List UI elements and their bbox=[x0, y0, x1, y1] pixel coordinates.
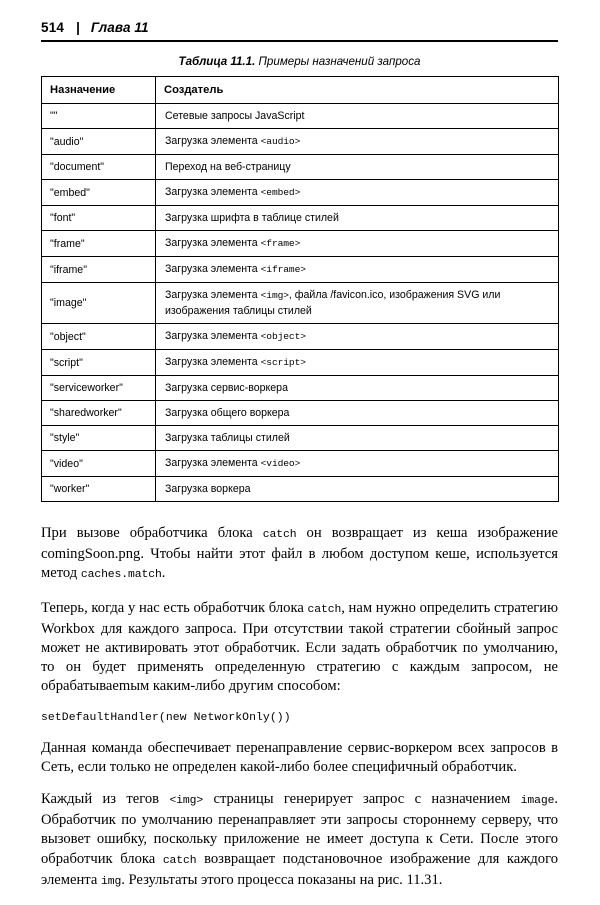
table-row bbox=[42, 104, 559, 129]
cell-creator-code: <audio> bbox=[260, 136, 301, 147]
paragraph-2 bbox=[41, 599, 558, 697]
table-row bbox=[42, 324, 559, 350]
cell-creator-code: <img> bbox=[260, 290, 289, 301]
p3-text-1: Данная команда обеспечивает перенаправление сервис-воркером всех запросов в Сеть, если только не определен какой-либо более специфичный обработчик. bbox=[41, 739, 558, 775]
cell-creator bbox=[156, 231, 559, 257]
cell-creator-text: Загрузка общего воркера bbox=[165, 407, 290, 419]
table-caption bbox=[41, 54, 558, 70]
cell-purpose: "style" bbox=[42, 426, 156, 451]
cell-purpose: "script" bbox=[42, 350, 156, 376]
cell-creator bbox=[156, 426, 559, 451]
table-row bbox=[42, 129, 559, 155]
p4-code-img-tag: <img> bbox=[169, 795, 204, 808]
request-destinations-table-wrapper bbox=[41, 76, 558, 502]
page-number: 514 bbox=[41, 20, 65, 35]
cell-purpose: "serviceworker" bbox=[42, 376, 156, 401]
cell-creator-text: Загрузка элемента bbox=[165, 237, 261, 249]
cell-creator bbox=[156, 180, 559, 206]
p1-text-1: При вызове обработчика блока bbox=[41, 525, 263, 541]
document-page bbox=[41, 0, 559, 888]
cell-creator-text: Загрузка элемента bbox=[165, 263, 261, 275]
p4-code-image: image bbox=[520, 795, 555, 808]
table-row bbox=[42, 257, 559, 283]
table-caption-number: Таблица 11.1. bbox=[178, 55, 256, 68]
cell-creator-text: Загрузка элемента bbox=[165, 330, 261, 342]
p1-text-2: он возвращает из кеша изображение comingSoon.png. Чтобы найти этот файл в любом доступом кеше, используется метод bbox=[41, 525, 558, 582]
paragraph-1 bbox=[41, 524, 558, 586]
cell-creator-text: Переход на веб-страницу bbox=[165, 161, 291, 173]
cell-creator-text: Загрузка элемента bbox=[165, 289, 261, 301]
p4-code-catch: catch bbox=[162, 854, 197, 867]
cell-creator-text: Загрузка воркера bbox=[165, 483, 251, 495]
paragraph-3 bbox=[41, 739, 558, 777]
body-text-block bbox=[41, 524, 558, 905]
cell-purpose: "embed" bbox=[42, 180, 156, 206]
table-row bbox=[42, 350, 559, 376]
cell-creator-text: Загрузка сервис-воркера bbox=[165, 382, 288, 394]
cell-creator-text: Загрузка шрифта в таблице стилей bbox=[165, 212, 339, 224]
table-row bbox=[42, 180, 559, 206]
cell-creator bbox=[156, 451, 559, 477]
p2-text-1: Теперь, когда у нас есть обработчик блока bbox=[41, 599, 308, 616]
cell-creator-code: <object> bbox=[260, 331, 306, 342]
p2-text-2: , нам нужно определить стратегию Workbox для каждого запроса. При отсутствии такой стратегии сбойный запрос может не активировать этот обработчик. Если задать обработчик по умолчанию, то он будет применять определенную стратегию с каждым запросом, не обрабатываеmым каким-либо другим способом: bbox=[41, 599, 558, 695]
p1-code-caches-match: caches.match bbox=[80, 569, 162, 582]
chapter-title: Глава 11 bbox=[90, 20, 149, 35]
cell-creator-text: Загрузка элемента bbox=[165, 356, 261, 368]
column-header-purpose: Назначение bbox=[42, 77, 156, 104]
table-row bbox=[42, 477, 559, 502]
table-row bbox=[42, 426, 559, 451]
cell-creator bbox=[156, 401, 559, 426]
cell-creator-text: Загрузка элемента bbox=[165, 457, 261, 469]
cell-purpose: "font" bbox=[42, 206, 156, 231]
cell-creator bbox=[156, 257, 559, 283]
p4-text-2: страницы генерирует запрос с назначением bbox=[203, 791, 521, 808]
table-row bbox=[42, 283, 559, 324]
p4-text-5: . Результаты этого процесса показаны на рис. 11.31. bbox=[121, 871, 443, 888]
cell-purpose: "" bbox=[42, 104, 156, 129]
cell-creator bbox=[156, 104, 559, 129]
header-separator: | bbox=[76, 20, 80, 35]
cell-creator-text: Сетевые запросы JavaScript bbox=[165, 110, 305, 122]
cell-creator-code: <embed> bbox=[260, 187, 301, 198]
cell-purpose: "frame" bbox=[42, 231, 156, 257]
cell-purpose: "sharedworker" bbox=[42, 401, 156, 426]
cell-creator bbox=[156, 376, 559, 401]
table-row bbox=[42, 206, 559, 231]
cell-purpose: "image" bbox=[42, 283, 156, 324]
running-header bbox=[41, 20, 558, 40]
header-rule bbox=[41, 40, 558, 42]
cell-creator bbox=[156, 155, 559, 180]
p4-text-1: Каждый из тегов bbox=[41, 791, 170, 808]
cell-purpose: "audio" bbox=[42, 129, 156, 155]
cell-creator bbox=[156, 283, 559, 324]
cell-creator bbox=[156, 350, 559, 376]
cell-purpose: "iframe" bbox=[42, 257, 156, 283]
p1-code-catch: catch bbox=[262, 529, 297, 541]
paragraph-4 bbox=[41, 790, 558, 892]
table-caption-text: Примеры назначений запроса bbox=[258, 55, 421, 68]
table-row bbox=[42, 376, 559, 401]
p1-text-3: . bbox=[161, 565, 166, 582]
cell-purpose: "object" bbox=[42, 324, 156, 350]
column-header-creator: Создатель bbox=[156, 77, 559, 104]
table-row bbox=[42, 401, 559, 426]
table-header-row bbox=[42, 77, 559, 104]
p2-code-catch: catch bbox=[307, 603, 342, 616]
cell-creator-code: <frame> bbox=[260, 238, 301, 249]
cell-creator-code: <video> bbox=[260, 458, 301, 469]
cell-creator bbox=[156, 324, 559, 350]
cell-purpose: "video" bbox=[42, 451, 156, 477]
cell-creator bbox=[156, 206, 559, 231]
table-row bbox=[42, 231, 559, 257]
code-block-set-default-handler: setDefaultHandler(new NetworkOnly()) bbox=[41, 711, 291, 724]
cell-creator-text-tail: , файла /favicon.ico, изображения SVG или изображения таблицы стилей bbox=[165, 289, 501, 317]
cell-creator-code: <script> bbox=[260, 357, 306, 368]
p4-code-img: img bbox=[100, 875, 122, 888]
cell-creator-code: <iframe> bbox=[260, 264, 306, 275]
table-row bbox=[42, 451, 559, 477]
p4-text-4: возвращает подстановочное изображение для каждого элемента bbox=[41, 850, 558, 888]
cell-purpose: "worker" bbox=[42, 477, 156, 502]
cell-creator-text: Загрузка таблицы стилей bbox=[165, 432, 290, 444]
p4-text-3: . Обработчик по умолчанию перенаправляет эти запросы стороннему серверу, что вызовет ошибку, поскольку приложение не имеет доступа к Сети. После этого обработчик блока bbox=[41, 791, 559, 867]
table-row bbox=[42, 155, 559, 180]
cell-creator bbox=[156, 129, 559, 155]
request-destinations-table bbox=[41, 76, 559, 502]
cell-creator bbox=[156, 477, 559, 502]
cell-creator-text: Загрузка элемента bbox=[165, 186, 261, 198]
cell-creator-text: Загрузка элемента bbox=[165, 135, 261, 147]
cell-purpose: "document" bbox=[42, 155, 156, 180]
